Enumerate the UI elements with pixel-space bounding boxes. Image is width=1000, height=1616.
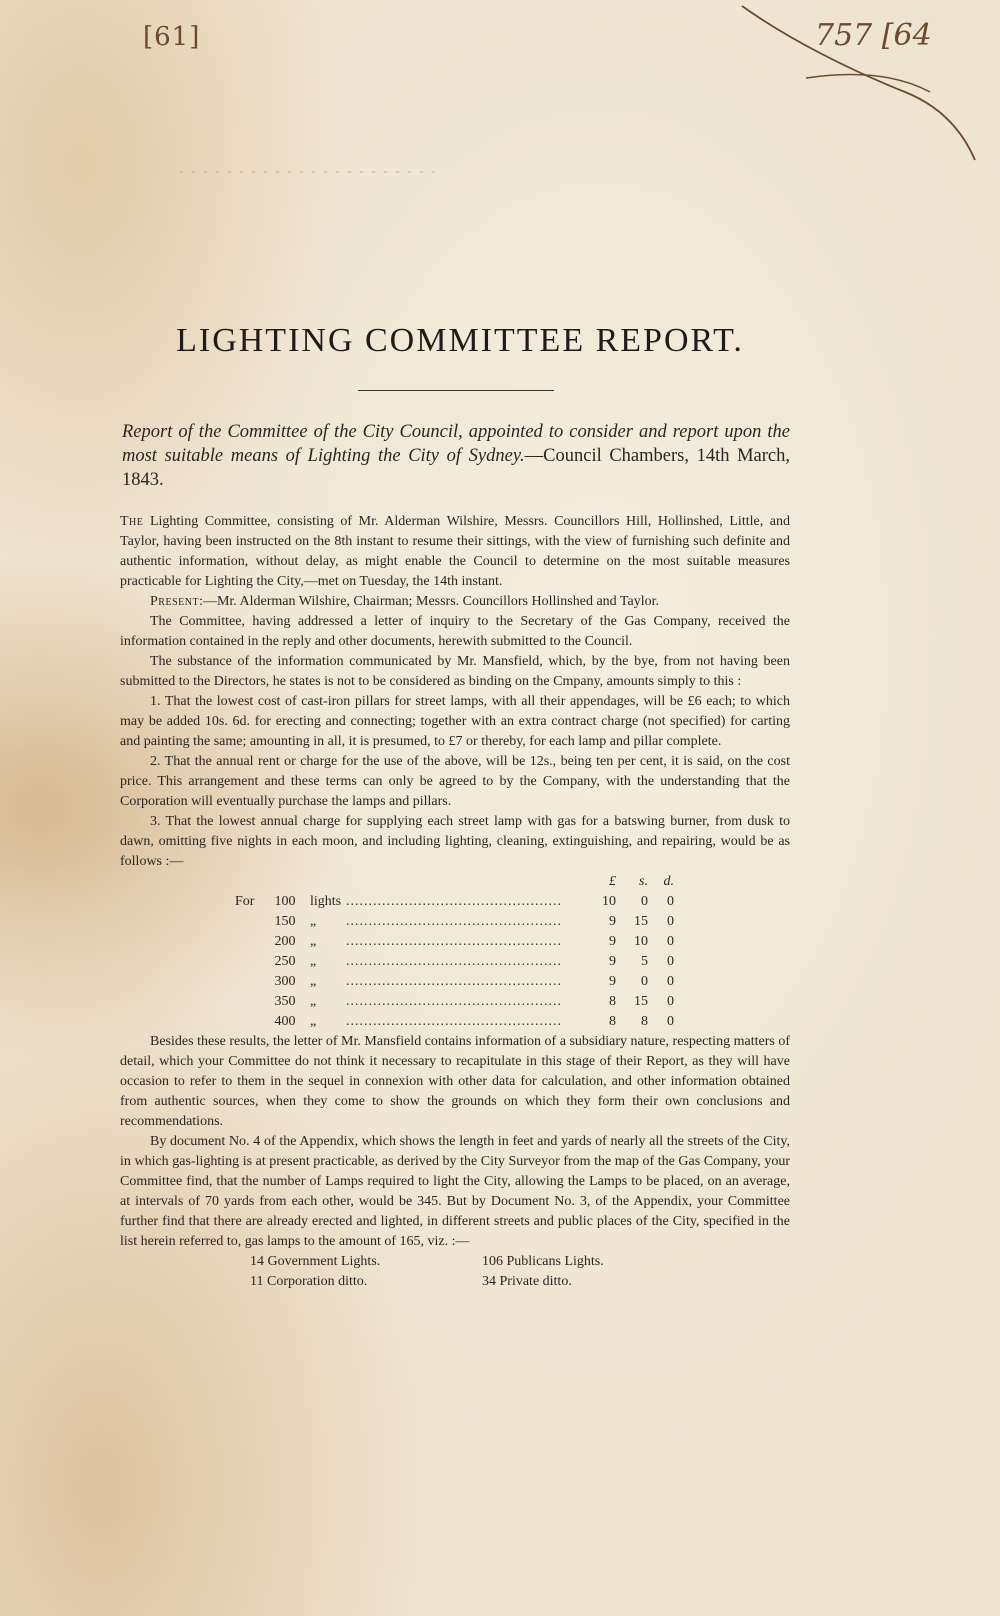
rates-header: [120, 872, 790, 892]
rate-unit: „: [310, 994, 317, 1009]
rate-lights-count: 250: [274, 954, 296, 969]
catalogue-number-right: 757 [64: [815, 18, 932, 53]
rate-row: [120, 932, 790, 952]
rate-unit: „: [310, 914, 317, 929]
rate-pence: 0: [667, 1014, 674, 1029]
paragraph-substance: The substance of the information communicated by Mr. Mansfield, which, by the bye, from not having been submitted to the Directors, he states is not to be considered as binding on the Cmpany, amounts simply to this :: [120, 654, 790, 689]
rate-shillings: 15: [634, 914, 648, 929]
paragraph-committee: The Lighting Committee, consisting of Mr. Alderman Wilshire, Messrs. Councillors Hill, Hollinshed, Little, and Taylor, having been instructed on the 8th instant to resume their sittings, with the view of furnishing such definite and authentic information, without delay, as might enable the Council to determine on the most suitable measures practicable for Lighting the City,—met on Tuesday, the 14th instant.: [120, 514, 790, 589]
rate-leader: ................................................: [346, 974, 562, 989]
rate-pounds: 9: [609, 954, 616, 969]
rates-table: [120, 872, 790, 1032]
rate-lights-count: 400: [274, 1014, 296, 1029]
rate-lights-count: 100: [274, 894, 296, 909]
rate-pounds: 8: [609, 1014, 616, 1029]
lights-list: [120, 1252, 790, 1292]
paragraph-item-2: 2. That the annual rent or charge for the use of the above, will be 12s., being ten per cent, it is said, on the cost price. This arrangement and these terms can only be agreed to by the Company, with the understanding that the Corporation will eventually purchase the lamps and pillars.: [120, 754, 790, 809]
rate-pounds: 8: [609, 994, 616, 1009]
rates-rows: [120, 892, 790, 1032]
rate-row: [120, 972, 790, 992]
rate-lights-count: 350: [274, 994, 296, 1009]
lights-government: 14 Government Lights.: [250, 1254, 381, 1269]
rate-unit: lights: [310, 894, 342, 909]
rate-shillings: 10: [634, 934, 648, 949]
title-rule: [358, 390, 554, 391]
rate-shillings: 0: [641, 974, 648, 989]
rate-lights-count: 150: [274, 914, 296, 929]
rate-row: [120, 952, 790, 972]
rate-leader: ................................................: [346, 914, 562, 929]
rate-leader: ................................................: [346, 934, 562, 949]
rate-prefix: For: [235, 894, 255, 909]
header-pence: d.: [663, 874, 674, 889]
lights-private: 34 Private ditto.: [482, 1274, 572, 1289]
paragraph-item-3: 3. That the lowest annual charge for supplying each street lamp with gas for a batswing burner, from dusk to dawn, omitting five nights in each moon, and including lighting, cleaning, extinguishing, and repairing, would be as follows :—: [120, 814, 790, 869]
rate-shillings: 8: [641, 1014, 648, 1029]
rate-row: [120, 1012, 790, 1032]
paragraph-present: Present:—Mr. Alderman Wilshire, Chairman; Messrs. Councillors Hollinshed and Taylor.: [150, 594, 659, 609]
catalogue-number-left: [61]: [143, 22, 201, 52]
rate-unit: „: [310, 954, 317, 969]
rate-leader: ................................................: [346, 954, 562, 969]
rate-pounds: 9: [609, 974, 616, 989]
subtitle-date: —Council Chambers, 14th March, 1843.: [122, 446, 791, 490]
header-shillings: s.: [639, 874, 648, 889]
rate-shillings: 15: [634, 994, 648, 1009]
rate-shillings: 5: [641, 954, 648, 969]
rate-pounds: 10: [602, 894, 616, 909]
rate-pence: 0: [667, 934, 674, 949]
paragraph-item-1: 1. That the lowest cost of cast-iron pillars for street lamps, with all their appendages, will be £6 each; to which may be added 10s. 6d. for erecting and connecting; together with an extra contract charge (not specified) for carting and painting the same; amounting in all, it is presumed, to £7 or thereby, for each lamp and pillar complete.: [120, 694, 790, 749]
rate-row: [120, 892, 790, 912]
rate-pence: 0: [667, 994, 674, 1009]
report-subtitle: [122, 420, 790, 492]
document-title: LIGHTING COMMITTEE REPORT.: [176, 322, 744, 359]
rate-unit: „: [310, 934, 317, 949]
rate-pence: 0: [667, 954, 674, 969]
rate-lights-count: 200: [274, 934, 296, 949]
rate-unit: „: [310, 974, 317, 989]
report-body: [120, 512, 790, 1292]
rate-pounds: 9: [609, 934, 616, 949]
paragraph-inquiry: The Committee, having addressed a letter of inquiry to the Secretary of the Gas Company, received the information contained in the reply and other documents, herewith submitted to the Council.: [120, 614, 790, 649]
rate-row: [120, 912, 790, 932]
paragraph-besides: Besides these results, the letter of Mr. Mansfield contains information of a subsidiary nature, respecting matters of detail, which your Committee do not think it necessary to recapitulate in this stage of their Report, as they will have occasion to refer to them in the sequel in connexion with other data for calculation, and other information obtained from authentic sources, when they come to show the grounds on which they form their own conclusions and recommendations.: [120, 1034, 790, 1129]
rate-leader: ................................................: [346, 1014, 562, 1029]
rate-leader: ................................................: [346, 994, 562, 1009]
rate-pounds: 9: [609, 914, 616, 929]
lights-corporation: 11 Corporation ditto.: [250, 1274, 368, 1289]
rate-pence: 0: [667, 974, 674, 989]
subtitle-italic: Report of the Committee of the City Council, appointed to consider and report upon the most suitable means of Lighting the City of Sydney.: [122, 422, 790, 466]
rate-row: [120, 992, 790, 1012]
paragraph-appendix: By document No. 4 of the Appendix, which shows the length in feet and yards of nearly all the streets of the City, in which gas-lighting is at present practicable, as derived by the City Surveyor from the map of the Gas Company, your Committee find, that the number of Lamps required to light the City, allowing the Lamps to be placed, on an average, at intervals of 70 yards from each other, would be 345. But by Document No. 3, of the Appendix, your Committee further find that there are already erected and lighted, in different streets and public places of the City, specified in the list herein referred to, gas lamps to the amount of 165, viz. :—: [120, 1134, 790, 1249]
header-pounds: £: [609, 874, 616, 889]
paragraph-lead: The: [120, 514, 144, 529]
rate-lights-count: 300: [274, 974, 296, 989]
rate-pence: 0: [667, 894, 674, 909]
rate-unit: „: [310, 1014, 317, 1029]
present-lead: Present: [150, 594, 200, 609]
rate-leader: ................................................: [346, 894, 562, 909]
rate-shillings: 0: [641, 894, 648, 909]
rate-pence: 0: [667, 914, 674, 929]
lights-publicans: 106 Publicans Lights.: [482, 1254, 604, 1269]
